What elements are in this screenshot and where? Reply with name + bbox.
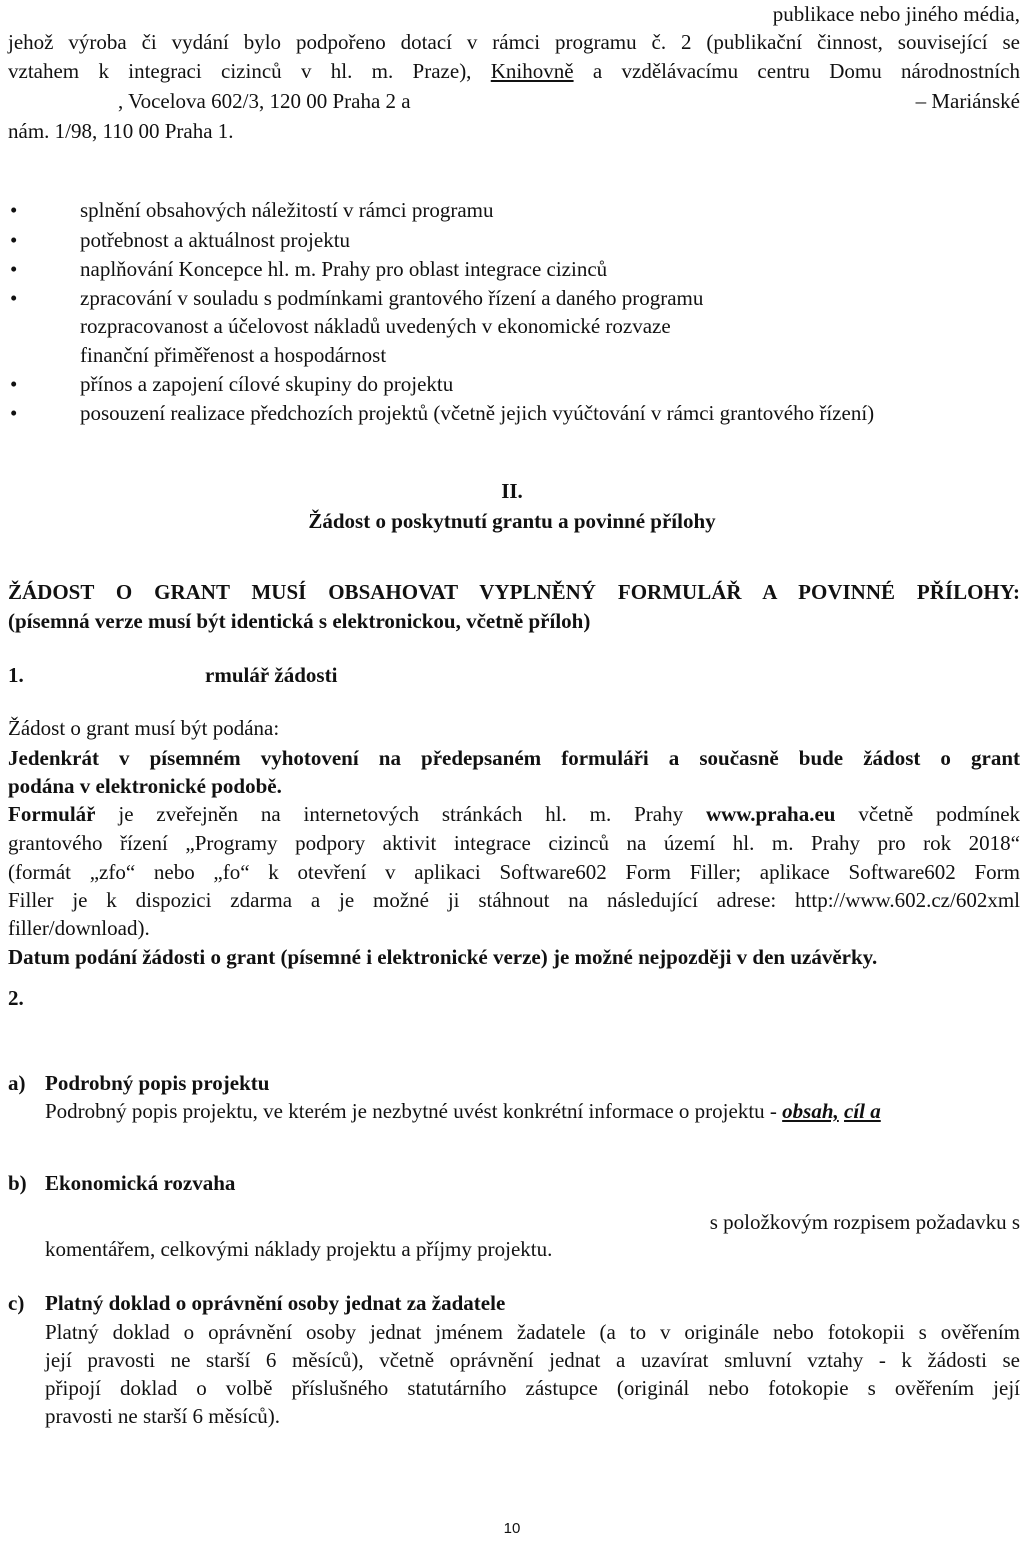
- page-number: 10: [503, 1520, 521, 1537]
- item-1-form-line-3: (formát „zfo“ nebo „fo“ k otevření v aplikaci Software602 Form Filler; aplikace Software602 Form: [8, 860, 1020, 884]
- intro-line-1: jehož výroba či vydání bylo podpořeno dotací v rámci programu č. 2 (publikační činnost, související se: [8, 30, 1020, 54]
- form-line-1-end: včetně podmínek: [858, 802, 1021, 826]
- criteria-bullet: •: [10, 372, 18, 396]
- criteria-item: posouzení realizace předchozích projektů (včetně jejich vyúčtování v rámci grantového řízení): [80, 401, 875, 425]
- criteria-bullet: •: [10, 228, 18, 252]
- sub-a-text: [45, 1098, 881, 1124]
- criteria-item: zpracování v souladu s podmínkami grantového řízení a daného programu: [80, 286, 704, 310]
- criteria-bullet: •: [10, 257, 18, 281]
- item-1-number: 1.: [8, 663, 24, 687]
- criteria-bullet: •: [10, 286, 18, 310]
- criteria-item: finanční přiměřenost a hospodárnost: [80, 343, 387, 367]
- item-1-bold-line-2: podána v elektronické podobě.: [8, 774, 282, 798]
- criteria-item: přínos a zapojení cílové skupiny do projektu: [80, 372, 454, 396]
- item-2-number: 2.: [8, 986, 24, 1010]
- criteria-item: splnění obsahových náležitostí v rámci programu: [80, 198, 494, 222]
- section-title: Žádost o poskytnutí grantu a povinné přílohy: [308, 509, 716, 533]
- sub-c-line-4: pravosti ne starší 6 měsíců).: [45, 1404, 281, 1428]
- sub-c-line-1: Platný doklad o oprávnění osoby jednat jménem žadatele (a to v originále nebo fotokopii s ověřením: [45, 1320, 1020, 1344]
- intro-line-2: [8, 58, 1020, 84]
- item-1-form-line-4: Filler je k dispozici zdarma a je možné ji stáhnout na následující adrese: http://www.602.cz/602xml: [8, 888, 1020, 912]
- item-1-deadline: Datum podání žádosti o grant (písemné i elektronické verze) je možné nejpozději v den uzávěrky.: [8, 945, 878, 969]
- sub-c-line-2: její pravosti ne starší 6 měsíců), včetně oprávnění jednat a uzavírat smluvní vztahy - k žádosti se: [45, 1348, 1020, 1372]
- intro-line-3-end: – Mariánské: [915, 89, 1020, 113]
- sub-c-label: c): [8, 1291, 25, 1315]
- form-line-1-text: je zveřejněn na internetových stránkách hl. m. Prahy: [118, 802, 684, 826]
- item-1-must: Žádost o grant musí být podána:: [8, 716, 280, 740]
- sub-a-label: a): [8, 1071, 26, 1095]
- sub-b-line-2: komentářem, celkovými náklady projektu a příjmy projektu.: [45, 1237, 553, 1261]
- intro-line-3-address: , Vocelova 602/3, 120 00 Praha 2 a: [118, 89, 411, 113]
- criteria-bullet: •: [10, 401, 18, 425]
- sub-c-line-3: připojí doklad o volbě příslušného statutárního zástupce (originál nebo fotokopie s ověřením její: [45, 1376, 1020, 1400]
- item-1-form-line-5: filler/download).: [8, 916, 150, 940]
- intro-line-0: publikace nebo jiného média,: [772, 2, 1020, 26]
- section-number: II.: [501, 479, 523, 503]
- item-1-form-line-1: [8, 801, 1020, 827]
- intro-line-2-end: a vzdělávacímu centru Domu národnostních: [592, 59, 1020, 83]
- requirements-heading: ŽÁDOST O GRANT MUSÍ OBSAHOVAT VYPLNĚNÝ FORMULÁŘ A POVINNÉ PŘÍLOHY:: [8, 580, 1020, 604]
- item-1-title: rmulář žádosti: [205, 663, 338, 687]
- sub-a-text-body: Podrobný popis projektu, ve kterém je nezbytné uvést konkrétní informace o projektu -: [45, 1099, 777, 1123]
- sub-c-title: Platný doklad o oprávnění osoby jednat za žadatele: [45, 1291, 506, 1315]
- sub-b-line-1: s položkovým rozpisem požadavku s: [709, 1210, 1020, 1234]
- item-1-bold-line-1: Jedenkrát v písemném vyhotovení na předepsaném formuláři a současně bude žádost o grant: [8, 746, 1020, 770]
- form-lead: Formulář: [8, 802, 96, 826]
- praha-url: www.praha.eu: [705, 802, 836, 826]
- sub-b-label: b): [8, 1171, 27, 1195]
- intro-line-2-start: vztahem k integraci cizinců v hl. m. Praze),: [8, 59, 472, 83]
- sub-a-emph-goal: cíl a: [844, 1099, 881, 1123]
- sub-a-emph-content: obsah,: [782, 1099, 839, 1123]
- criteria-bullet: •: [10, 198, 18, 222]
- criteria-item: rozpracovanost a účelovost nákladů uvedených v ekonomické rozvaze: [80, 314, 671, 338]
- library-name: Knihovně: [490, 59, 574, 83]
- sub-b-title: Ekonomická rozvaha: [45, 1171, 236, 1195]
- criteria-item: naplňování Koncepce hl. m. Prahy pro oblast integrace cizinců: [80, 257, 608, 281]
- sub-a-title: Podrobný popis projektu: [45, 1071, 270, 1095]
- intro-line-4: nám. 1/98, 110 00 Praha 1.: [8, 119, 234, 143]
- item-1-form-line-2: grantového řízení „Programy podpory aktivit integrace cizinců na území hl. m. Prahy pro rok 2018“: [8, 831, 1020, 855]
- criteria-item: potřebnost a aktuálnost projektu: [80, 228, 351, 252]
- requirements-subheading: (písemná verze musí být identická s elektronickou, včetně příloh): [8, 609, 591, 633]
